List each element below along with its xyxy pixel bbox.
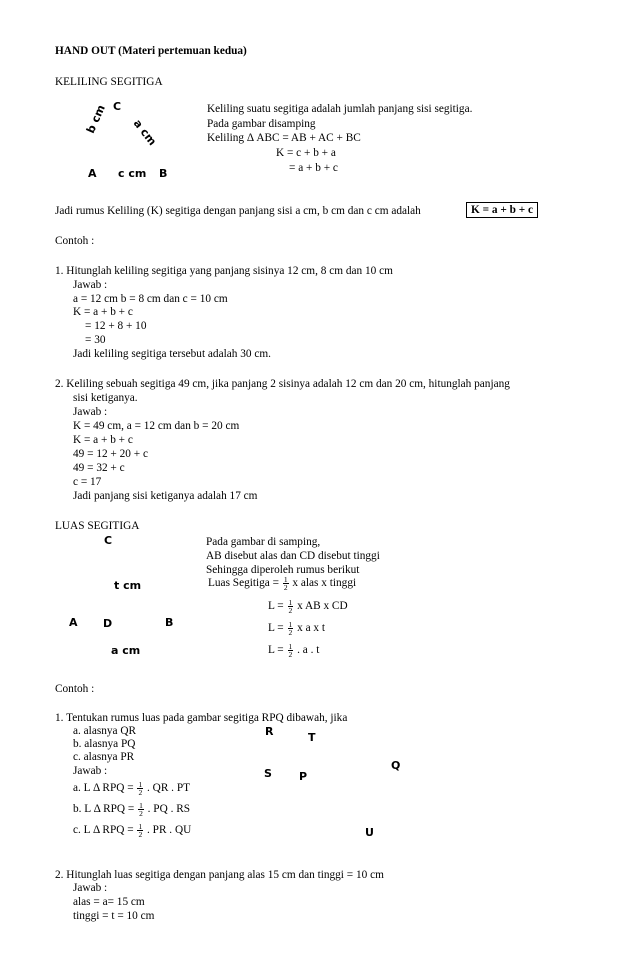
vertex-label-c: C: [113, 100, 122, 113]
vertex-label-r: R: [265, 725, 274, 738]
vertex-label-b: B: [159, 167, 168, 180]
keliling-ex1-line: K = a + b + c: [73, 306, 133, 318]
keliling-ex2-line: 49 = 32 + c: [73, 462, 125, 474]
fraction-half: $\frac{1}{2}$: [283, 575, 288, 592]
fraction-half: $\frac{1}{2}$: [288, 598, 293, 615]
luas-ex1-answer-a: [73, 781, 190, 796]
fraction-half: $\frac{1}{2}$: [139, 801, 143, 818]
formula-lhs: L =: [268, 622, 284, 635]
luas-desc-2: AB disebut alas dan CD disebut tinggi: [206, 550, 380, 562]
keliling-ex1-question: 1. Hitunglah keliling segitiga yang panjang sisinya 12 cm, 8 cm dan 10 cm: [55, 265, 393, 277]
formula-rhs: x alas x tinggi: [292, 577, 357, 590]
keliling-desc-3: Keliling Δ ABC = AB + AC + BC: [207, 132, 361, 144]
fraction-half: $\frac{1}{2}$: [138, 780, 143, 797]
luas-ex1-item: a. alasnya QR: [73, 725, 137, 737]
vertex-label-a: A: [88, 167, 97, 180]
luas-ex1-jawab: Jawab :: [73, 765, 108, 777]
rumus-keliling-text: Jadi rumus Keliling (K) segitiga dengan panjang sisi a cm, b cm dan c cm adalah: [55, 205, 421, 217]
formula-lhs: L =: [268, 644, 284, 657]
answer-lhs: c. L Δ RPQ =: [73, 824, 134, 837]
keliling-ex2-line: Jadi panjang sisi ketiganya adalah 17 cm: [73, 490, 258, 502]
keliling-ex2-question: 2. Keliling sebuah segitiga 49 cm, jika panjang 2 sisinya adalah 12 cm dan 20 cm, hitunglah panjang: [55, 378, 510, 390]
luas-ex1-answer-c: [73, 823, 191, 838]
formula-rhs: x AB x CD: [297, 600, 348, 613]
base-label-a: a cm: [111, 644, 141, 657]
answer-rhs: . PQ . RS: [147, 803, 191, 816]
keliling-ex2-question-cont: sisi ketiganya.: [73, 392, 138, 404]
side-label-a: a cm: [130, 117, 160, 149]
luas-formula-3: [268, 621, 325, 636]
answer-lhs: a. L Δ RPQ =: [73, 782, 134, 795]
answer-lhs: b. L Δ RPQ =: [73, 803, 135, 816]
vertex-label-u: U: [365, 826, 374, 839]
formula-rhs: . a . t: [297, 644, 320, 657]
keliling-ex2-line: c = 17: [73, 476, 102, 488]
side-label-c: c cm: [118, 167, 147, 180]
vertex-label-a: A: [69, 616, 78, 629]
keliling-desc-5: = a + b + c: [289, 162, 338, 174]
vertex-label-q: Q: [391, 759, 401, 772]
luas-ex2-line: alas = a= 15 cm: [73, 896, 145, 908]
vertex-label-b: B: [165, 616, 174, 629]
rumus-keliling-box: K = a + b + c: [466, 202, 538, 218]
keliling-ex2-line: Jawab :: [73, 406, 108, 418]
vertex-label-s: S: [264, 767, 272, 780]
fraction-half: $\frac{1}{2}$: [138, 822, 143, 839]
keliling-ex2-line: K = 49 cm, a = 12 cm dan b = 20 cm: [73, 420, 240, 432]
keliling-ex2-line: 49 = 12 + 20 + c: [73, 448, 148, 460]
answer-rhs: . QR . PT: [147, 782, 191, 795]
contoh-label: Contoh :: [55, 683, 95, 695]
luas-ex1-item: b. alasnya PQ: [73, 738, 136, 750]
luas-desc-3: Sehingga diperoleh rumus berikut: [206, 564, 360, 576]
keliling-desc-2: Pada gambar disamping: [207, 118, 316, 130]
keliling-ex1-line: a = 12 cm b = 8 cm dan c = 10 cm: [73, 293, 228, 305]
luas-ex2-line: Jawab :: [73, 882, 108, 894]
vertex-label-d: D: [103, 617, 113, 630]
luas-ex2-question: 2. Hitunglah luas segitiga dengan panjang alas 15 cm dan tinggi = 10 cm: [55, 869, 384, 881]
vertex-label-p: P: [299, 770, 308, 783]
keliling-ex1-line: Jadi keliling segitiga tersebut adalah 30 cm.: [73, 348, 271, 360]
luas-ex1-item: c. alasnya PR: [73, 751, 135, 763]
luas-desc-1: Pada gambar di samping,: [206, 536, 321, 548]
contoh-label: Contoh :: [55, 235, 95, 247]
formula-rhs: x a x t: [297, 622, 326, 635]
section-heading-keliling: KELILING SEGITIGA: [55, 76, 163, 88]
side-label-b: b cm: [84, 102, 108, 136]
vertex-label-c: C: [104, 534, 113, 547]
vertex-label-t: T: [308, 731, 316, 744]
keliling-desc-1: Keliling suatu segitiga adalah jumlah panjang sisi segitiga.: [207, 103, 473, 115]
formula-lhs: Luas Segitiga =: [208, 577, 280, 590]
luas-formula-1: [208, 576, 356, 591]
keliling-desc-4: K = c + b + a: [276, 147, 336, 159]
answer-rhs: . PR . QU: [147, 824, 192, 837]
luas-formula-2: [268, 599, 348, 614]
luas-ex1-question: 1. Tentukan rumus luas pada gambar segitiga RPQ dibawah, jika: [55, 712, 348, 724]
fraction-half: $\frac{1}{2}$: [288, 620, 293, 637]
keliling-ex1-line: Jawab :: [73, 279, 108, 291]
keliling-ex2-line: K = a + b + c: [73, 434, 133, 446]
formula-lhs: L =: [268, 600, 284, 613]
fraction-half: $\frac{1}{2}$: [288, 642, 293, 659]
height-label-t: t cm: [114, 579, 142, 592]
keliling-ex1-line: = 30: [85, 334, 106, 346]
luas-ex1-answer-b: [73, 802, 190, 817]
page-title: HAND OUT (Materi pertemuan kedua): [55, 45, 247, 57]
section-heading-luas: LUAS SEGITIGA: [55, 520, 140, 532]
luas-ex2-line: tinggi = t = 10 cm: [73, 910, 155, 922]
keliling-ex1-line: = 12 + 8 + 10: [85, 320, 147, 332]
luas-formula-4: [268, 643, 319, 658]
